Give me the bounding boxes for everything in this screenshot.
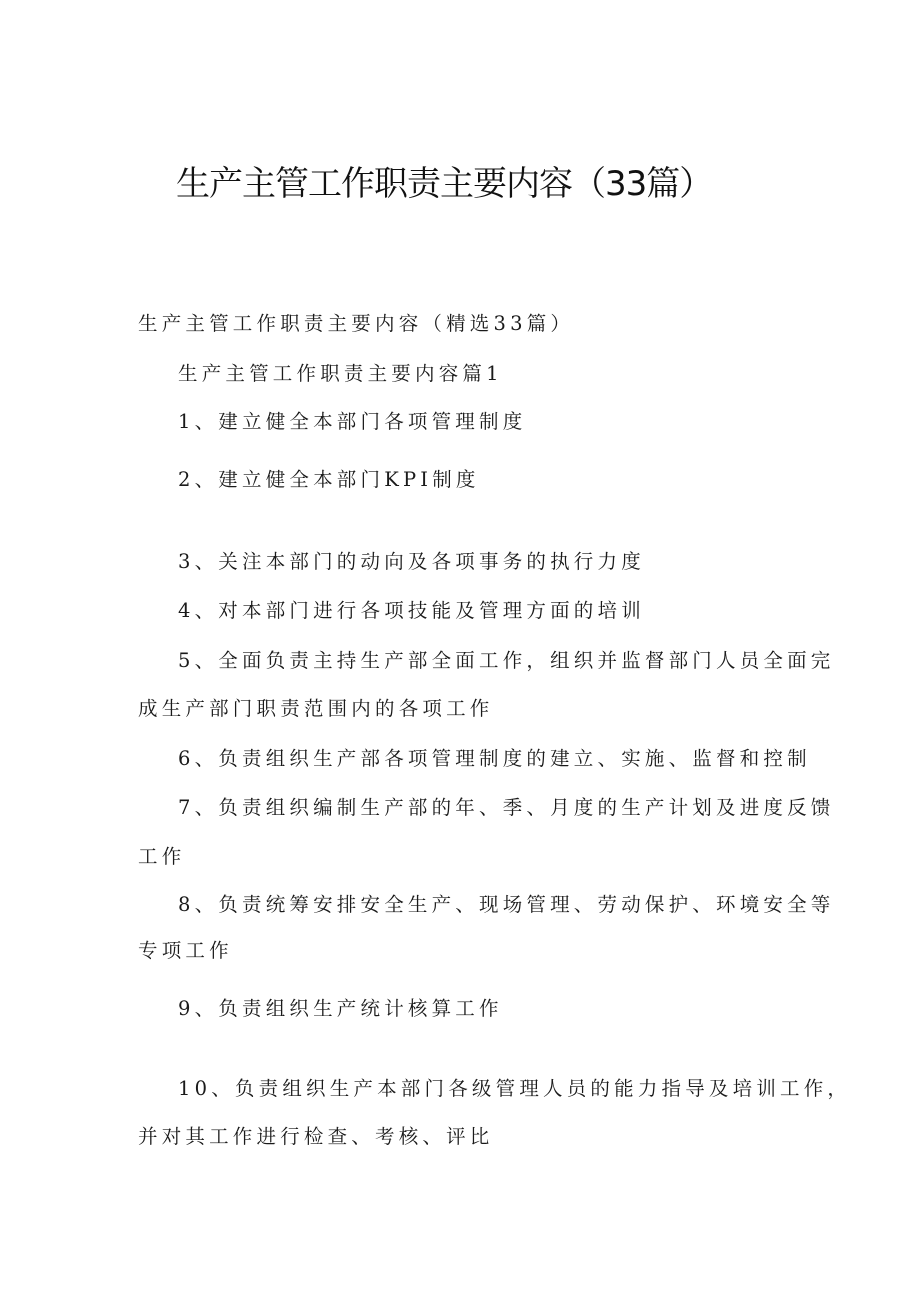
paragraph-line: 2、建立健全本部门KPI制度	[178, 468, 480, 491]
paragraph-line: 1、建立健全本部门各项管理制度	[178, 410, 527, 433]
paragraph-line: 并对其工作进行检查、考核、评比	[138, 1125, 494, 1148]
paragraph-line: 7、负责组织编制生产部的年、季、月度的生产计划及进度反馈	[178, 796, 835, 819]
paragraph-line: 6、负责组织生产部各项管理制度的建立、实施、监督和控制	[178, 747, 811, 770]
section-heading: 生产主管工作职责主要内容篇1	[178, 362, 503, 385]
paragraph-line: 10、负责组织生产本部门各级管理人员的能力指导及培训工作，	[178, 1077, 852, 1100]
paragraph-line: 成生产部门职责范围内的各项工作	[138, 697, 494, 720]
paragraph-line: 3、关注本部门的动向及各项事务的执行力度	[178, 550, 645, 573]
paragraph-line: 4、对本部门进行各项技能及管理方面的培训	[178, 599, 645, 622]
paragraph-line: 8、负责统筹安排安全生产、现场管理、劳动保护、环境安全等	[178, 893, 835, 916]
paragraph-line: 专项工作	[138, 939, 233, 962]
document-subtitle: 生产主管工作职责主要内容（精选33篇）	[138, 312, 575, 335]
paragraph-line: 9、负责组织生产统计核算工作	[178, 997, 503, 1020]
document-title: 生产主管工作职责主要内容（33篇）	[176, 164, 713, 204]
paragraph-line: 工作	[138, 845, 186, 868]
paragraph-line: 5、全面负责主持生产部全面工作，组织并监督部门人员全面完	[178, 649, 835, 672]
